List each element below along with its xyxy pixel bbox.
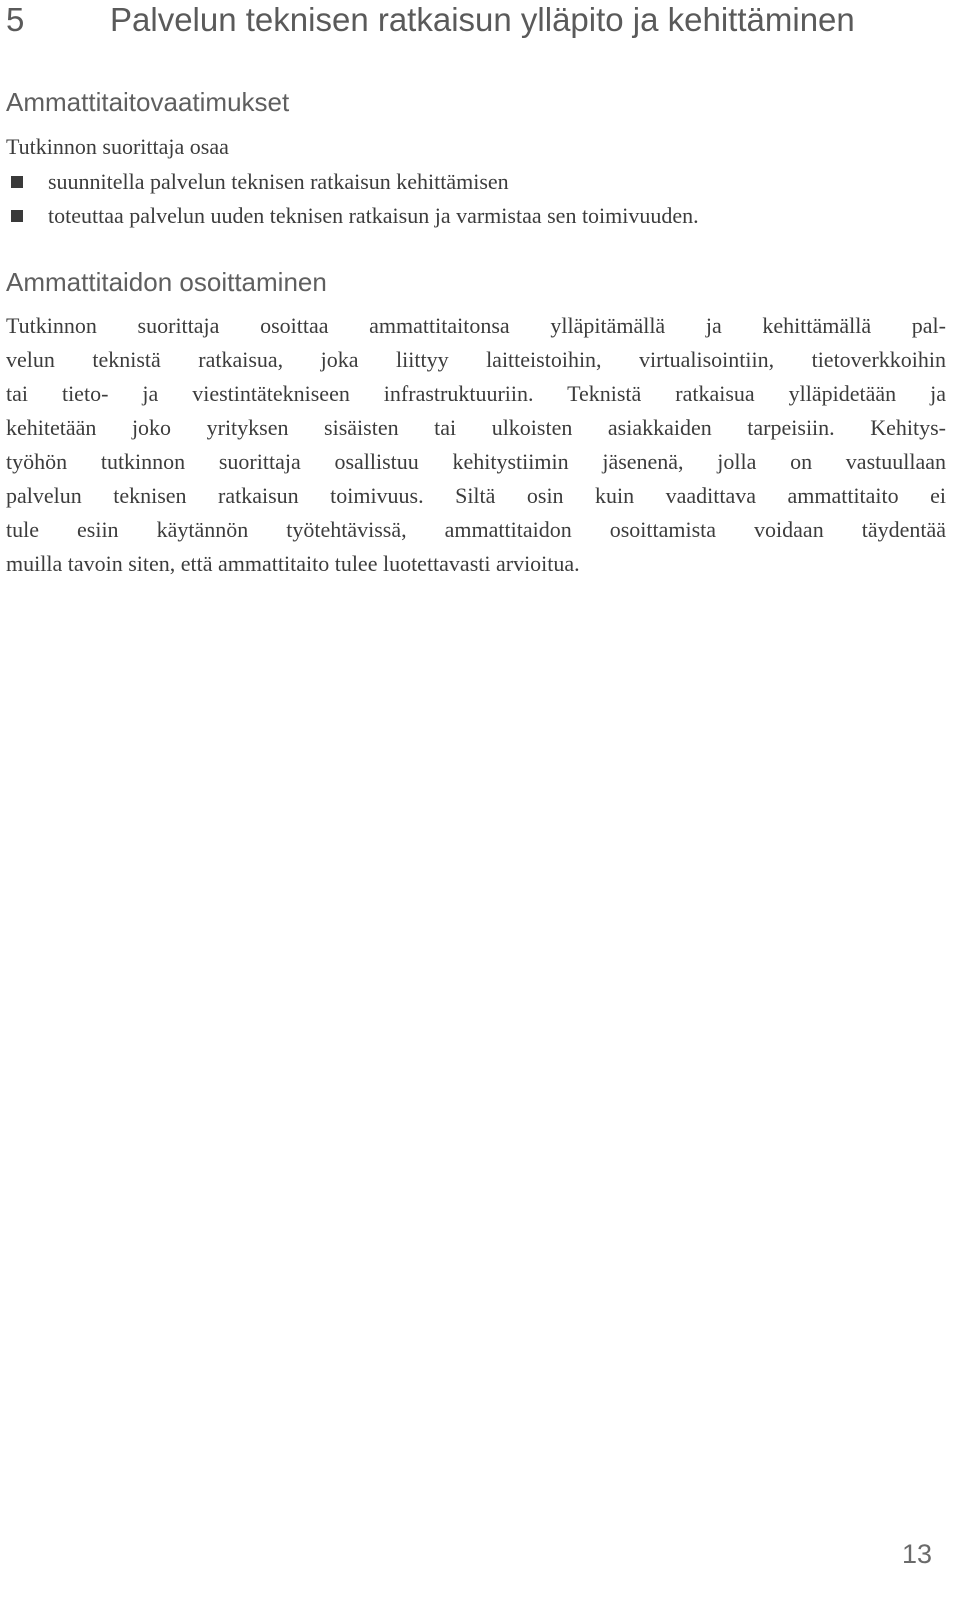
square-bullet-icon [11, 176, 23, 188]
chapter-number: 5 [6, 1, 25, 38]
list-item-text: toteuttaa palvelun uuden teknisen ratkaisun ja varmistaa sen toimivuuden. [48, 203, 699, 228]
paragraph-line: palvelun teknisen ratkaisun toimivuus. Siltä osin kuin vaadittava ammattitaito ei [6, 483, 946, 508]
square-bullet-icon [11, 210, 23, 222]
chapter-title: Palvelun teknisen ratkaisun ylläpito ja kehittäminen [110, 1, 855, 38]
list-item [6, 165, 946, 199]
paragraph-line: velun teknistä ratkaisua, joka liittyy laitteistoihin, virtualisointiin, tietoverkkoihin [6, 347, 946, 372]
paragraph-line: muilla tavoin siten, että ammattitaito tulee luotettavasti arvioitua. [6, 551, 580, 576]
requirements-list [6, 165, 946, 233]
page-number: 13 [901, 1539, 932, 1569]
demonstration-heading: Ammattitaidon osoittaminen [6, 267, 327, 297]
paragraph-line: työhön tutkinnon suorittaja osallistuu kehitystiimin jäsenenä, jolla on vastuullaan [6, 449, 946, 474]
paragraph-line: Tutkinnon suorittaja osoittaa ammattitaitonsa ylläpitämällä ja kehittämällä pal- [6, 313, 946, 338]
list-item [6, 199, 946, 233]
paragraph-line: kehitetään joko yrityksen sisäisten tai ulkoisten asiakkaiden tarpeisiin. Kehitys- [6, 415, 946, 440]
chapter-heading [6, 0, 951, 40]
list-item-text: suunnitella palvelun teknisen ratkaisun kehittämisen [48, 169, 509, 194]
paragraph-line: tai tieto- ja viestintätekniseen infrastruktuuriin. Teknistä ratkaisua ylläpidetään ja [6, 381, 946, 406]
demonstration-paragraph [6, 309, 946, 581]
requirements-heading: Ammattitaitovaatimukset [6, 87, 290, 117]
paragraph-line: tule esiin käytännön työtehtävissä, ammattitaidon osoittamista voidaan täydentää [6, 517, 946, 542]
requirements-lead: Tutkinnon suorittaja osaa [6, 134, 229, 159]
